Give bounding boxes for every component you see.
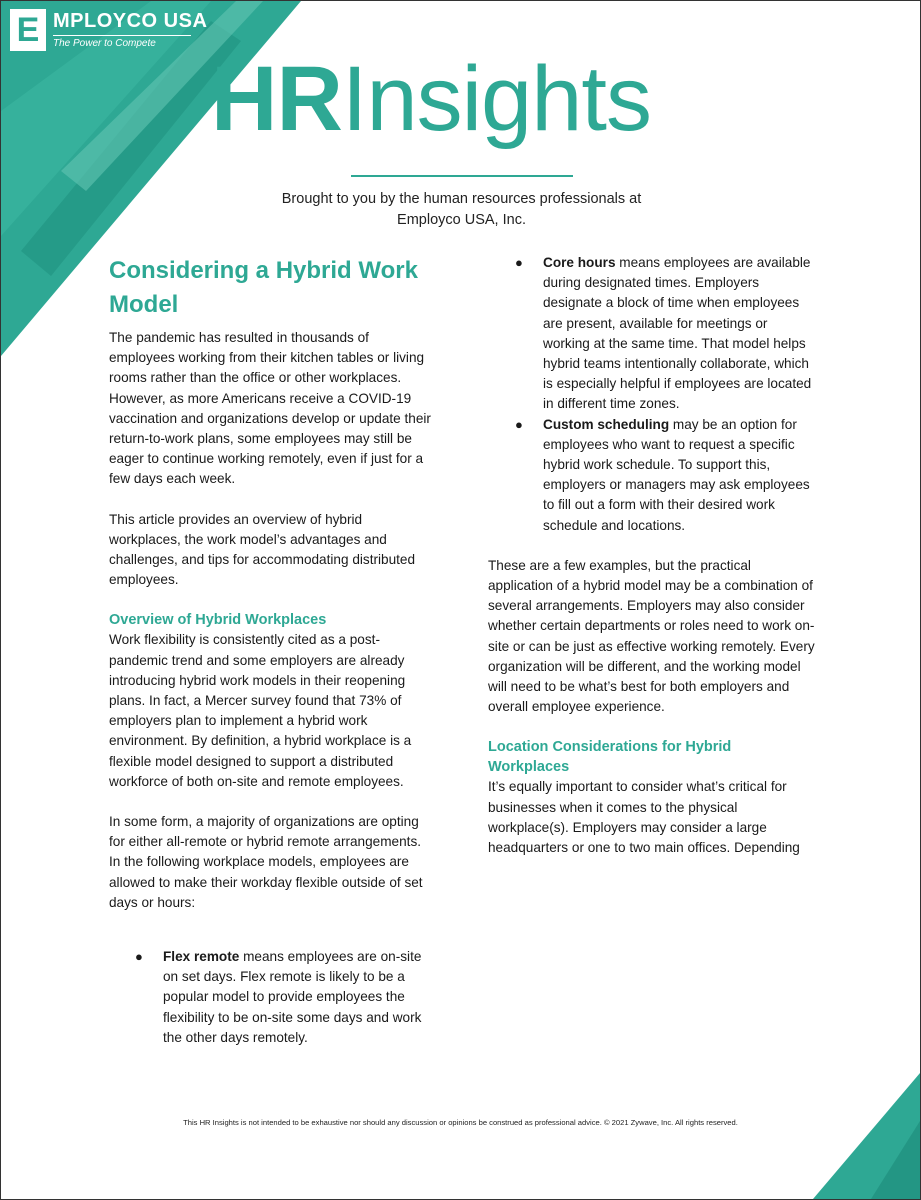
logo-name: MPLOYCO USA	[53, 10, 208, 32]
bullet-text: means employees are on-site on set days. Flex remote is likely to be a popular model to provide employees the flexibility to be on-site some days and work the other days remotely.	[163, 949, 422, 1045]
bullet-icon: ●	[135, 949, 143, 965]
bullet-term: Custom scheduling	[543, 416, 670, 432]
overview-paragraph: This article provides an overview of hybrid workplaces, the work model’s advantages and challenges, and tips for accommodating distributed employees.	[109, 511, 416, 588]
masthead-insights: Insights	[341, 48, 651, 150]
bullet-flex-remote	[109, 947, 431, 1048]
location-body: It’s equally important to consider what’s critical for businesses when it comes to the physical workplace(s). Employers may consider a large headquarters or one to two main offices. Depending	[488, 779, 800, 856]
logo-letter: E	[16, 11, 40, 49]
bullet-text: may be an option for employees who want to request a specific hybrid work schedule. To support this, employers or managers may ask employees to fill out a form with their desired work schedule and locations.	[543, 416, 810, 533]
logo-tagline: The Power to Compete	[53, 38, 156, 49]
right-column	[488, 253, 816, 858]
bullet-icon: ●	[515, 255, 523, 270]
bullet-list-right	[488, 253, 816, 536]
bullet-text: means employees are available during designated times. Employers designate a block of time when employees are present, available for meetings or working at the same time. That model helps hybrid teams intentionally collaborate, which is especially helpful if employees are located in different time zones.	[543, 255, 812, 412]
intro-text	[201, 189, 722, 231]
left-column	[109, 254, 431, 1048]
masthead-divider	[351, 175, 573, 177]
logo-mark	[10, 9, 46, 51]
bullet-term: Flex remote	[163, 949, 240, 965]
bullet-term: Core hours	[543, 255, 616, 270]
intro-line-2: Employco USA, Inc.	[397, 212, 526, 228]
section-heading-location: Location Considerations for Hybrid Workplaces	[488, 739, 732, 776]
article-title: Considering a Hybrid Work Model	[109, 257, 418, 318]
bullet-custom-scheduling	[488, 415, 816, 536]
masthead-title	[211, 48, 651, 150]
examples-paragraph: These are a few examples, but the practical application of a hybrid model may be a combination of several arrangements. Employers may also consider whether certain departments or roles need to work on-site or can be just as effective working remotely. Every organization will be different, and the working model will need to be what’s best for both employers and overall employee experience.	[488, 557, 815, 715]
masthead-hr: HR	[211, 48, 342, 150]
overview-body-2: In some form, a majority of organizations are opting for either all-remote or hybrid remote arrangements. In the following workplace models, employees are allowed to make their workday flexible outside of set days or hours:	[109, 814, 423, 910]
logo-divider	[53, 35, 191, 36]
footer-disclaimer: This HR Insights is not intended to be exhaustive nor should any discussion or opinions be construed as professional advice. © 2021 Zywave, Inc. All rights reserved.	[183, 1118, 738, 1127]
bullet-list-left	[109, 947, 431, 1048]
intro-line-1: Brought to you by the human resources professionals at	[281, 191, 642, 207]
overview-body-1: Work flexibility is consistently cited as a post-pandemic trend and some employers are already introducing hybrid work models in their reopening plans. In fact, a Mercer survey found that 73% of employers plan to implement a hybrid work environment. By definition, a hybrid workplace is a flexible model designed to support a distributed workforce of both on-site and remote employees.	[109, 632, 412, 789]
intro-paragraph: The pandemic has resulted in thousands of employees working from their kitchen tables or living rooms rather than the office or other workplaces. However, as more Americans receive a COVID-19 vaccination and organizations develop or update their return-to-work plans, some employees may still be eager to continue working remotely, even if just for a few days each week.	[109, 330, 431, 487]
section-heading-overview: Overview of Hybrid Workplaces	[109, 612, 327, 629]
bullet-core-hours	[488, 253, 816, 415]
bullet-icon: ●	[515, 416, 523, 432]
